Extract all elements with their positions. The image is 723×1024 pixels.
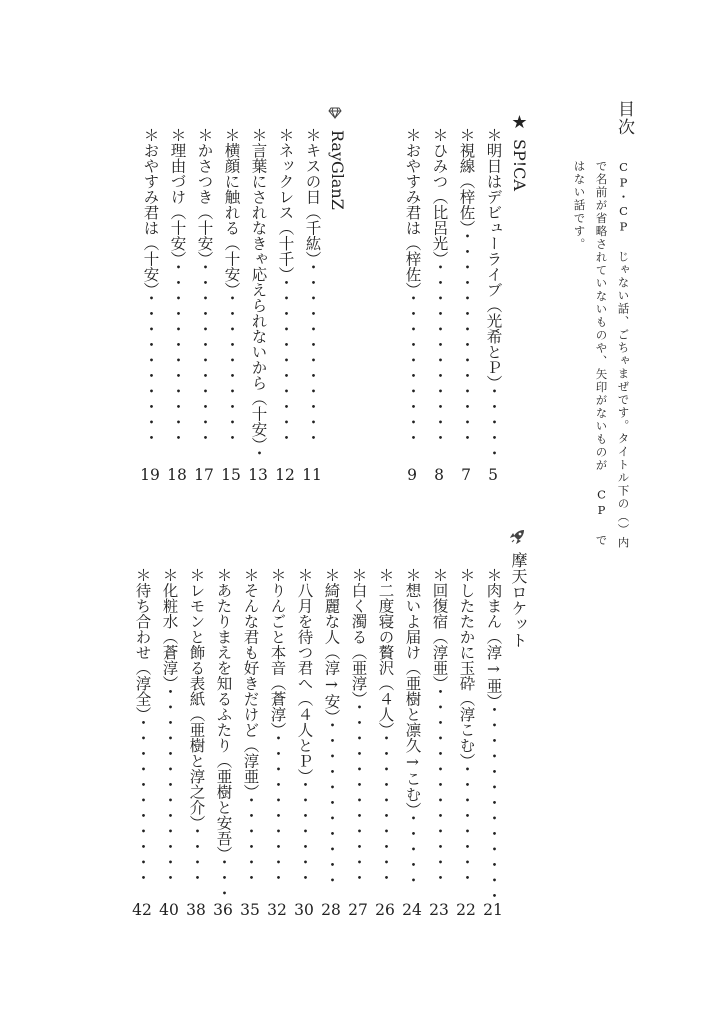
toc-entry[interactable]: ＊りんごと本音（蒼淳）・・・・・・・・・・ <box>268 567 287 885</box>
page-number: 5 <box>488 466 498 484</box>
toc-entry[interactable]: ＊待ち合わせ（淳全）・・・・・・・・・・・ <box>133 567 152 885</box>
toc-entry[interactable]: ＊綺麗な人（淳→安）・・・・・・・・・・・ <box>322 567 341 888</box>
page-number: 19 <box>140 466 160 484</box>
toc-entry[interactable]: ＊明日はデビューライブ（光希とＰ）・・・・・ <box>484 127 503 461</box>
toc-entry[interactable]: ＊おやすみ君は（梓佐）・・・・・・・・・・ <box>403 127 422 445</box>
toc-entry[interactable]: ＊あたりまえを知るふたり（亜樹と安吾）・・・ <box>214 567 233 901</box>
page-number: 32 <box>267 901 287 919</box>
toc-entry[interactable]: ＊レモンと飾る表紙（亜樹と淳之介）・・・・ <box>187 567 206 885</box>
page-number: 24 <box>402 901 422 919</box>
toc-entry[interactable]: ＊ひみつ（比呂光）・・・・・・・・・・・・ <box>430 127 449 445</box>
page-number: 40 <box>159 901 179 919</box>
note-line-1: CP・CP じゃない話、ごちゃまぜです。タイトル下の（）内 <box>616 160 631 550</box>
page-number: 15 <box>221 466 241 484</box>
star-icon: ★ <box>509 112 530 133</box>
toc-entry[interactable]: ＊かさつき（十安）・・・・・・・・・・・・ <box>195 127 214 445</box>
page-number: 26 <box>375 901 395 919</box>
rocket-icon <box>510 528 526 544</box>
diamond-icon <box>328 106 342 120</box>
toc-entry[interactable]: ＊視線（梓佐）・・・・・・・・・・・・・・ <box>457 127 476 445</box>
toc-entry[interactable]: ＊回復宿（淳亜）・・・・・・・・・・・・・ <box>430 567 449 885</box>
page-number: 22 <box>456 901 476 919</box>
note-line-3: はない話です。 <box>572 160 587 251</box>
note-line-2: で名前が省略されていないものや、矢印がないものが CP で <box>594 160 609 547</box>
toc-entry[interactable]: ＊おやすみ君は（十安）・・・・・・・・・・ <box>141 127 160 445</box>
page-number: 28 <box>321 901 341 919</box>
page-number: 18 <box>167 466 187 484</box>
page-number: 23 <box>429 901 449 919</box>
toc-entry[interactable]: ＊したたかに玉砕（淳こむ）・・・・・・・・ <box>457 567 476 885</box>
toc-entry[interactable]: ＊化粧水（蒼淳）・・・・・・・・・・・・・ <box>160 567 179 885</box>
section-title: SP!CA <box>510 139 529 191</box>
toc-entry[interactable]: ＊キスの日（千紘）・・・・・・・・・・・・ <box>303 127 322 445</box>
page-number: 9 <box>407 466 417 484</box>
toc-entry[interactable]: ＊想いよ届け（亜樹と凛久→こむ）・・・・・ <box>403 567 422 888</box>
toc-entry[interactable]: ＊そんな君も好きだけど（淳亜）・・・・・・ <box>241 567 260 885</box>
toc-entry[interactable]: ＊ネックレス（十千）・・・・・・・・・・・ <box>276 127 295 445</box>
page-number: 30 <box>294 901 314 919</box>
toc-entry[interactable]: ＊白く濁る（亜淳）・・・・・・・・・・・・ <box>349 567 368 885</box>
section-title: 摩天ロケット <box>509 552 528 648</box>
toc-entry[interactable]: ＊八月を待つ君へ（４人とＰ）・・・・・・・ <box>295 567 314 885</box>
toc-entry[interactable]: ＊二度寝の贅沢（４人）・・・・・・・・・・ <box>376 567 395 885</box>
section-heading-spica <box>510 112 528 191</box>
page-title: 目次 <box>614 100 634 136</box>
page-number: 8 <box>434 466 444 484</box>
section-title: RayGlanZ <box>328 130 347 210</box>
page-number: 36 <box>213 901 233 919</box>
toc-entry[interactable]: ＊肉まん（淳→亜）・・・・・・・・・・・・・ <box>484 567 503 903</box>
page-number: 35 <box>240 901 260 919</box>
page-number: 21 <box>483 901 503 919</box>
page-number: 38 <box>186 901 206 919</box>
toc-entry[interactable]: ＊言葉にされなきゃ応えられないから（十安）・ <box>249 127 268 461</box>
section-heading-matenrocket <box>510 552 526 648</box>
page-number: 11 <box>302 466 322 484</box>
toc-entry[interactable]: ＊横顔に触れる（十安）・・・・・・・・・・ <box>222 127 241 445</box>
section-heading-rayglanz <box>329 130 345 210</box>
page-number: 12 <box>275 466 295 484</box>
toc-entry[interactable]: ＊理由づけ（十安）・・・・・・・・・・・・ <box>168 127 187 445</box>
page-number: 42 <box>132 901 152 919</box>
page-number: 7 <box>461 466 471 484</box>
page-number: 17 <box>194 466 214 484</box>
page-number: 27 <box>348 901 368 919</box>
page-number: 13 <box>248 466 268 484</box>
